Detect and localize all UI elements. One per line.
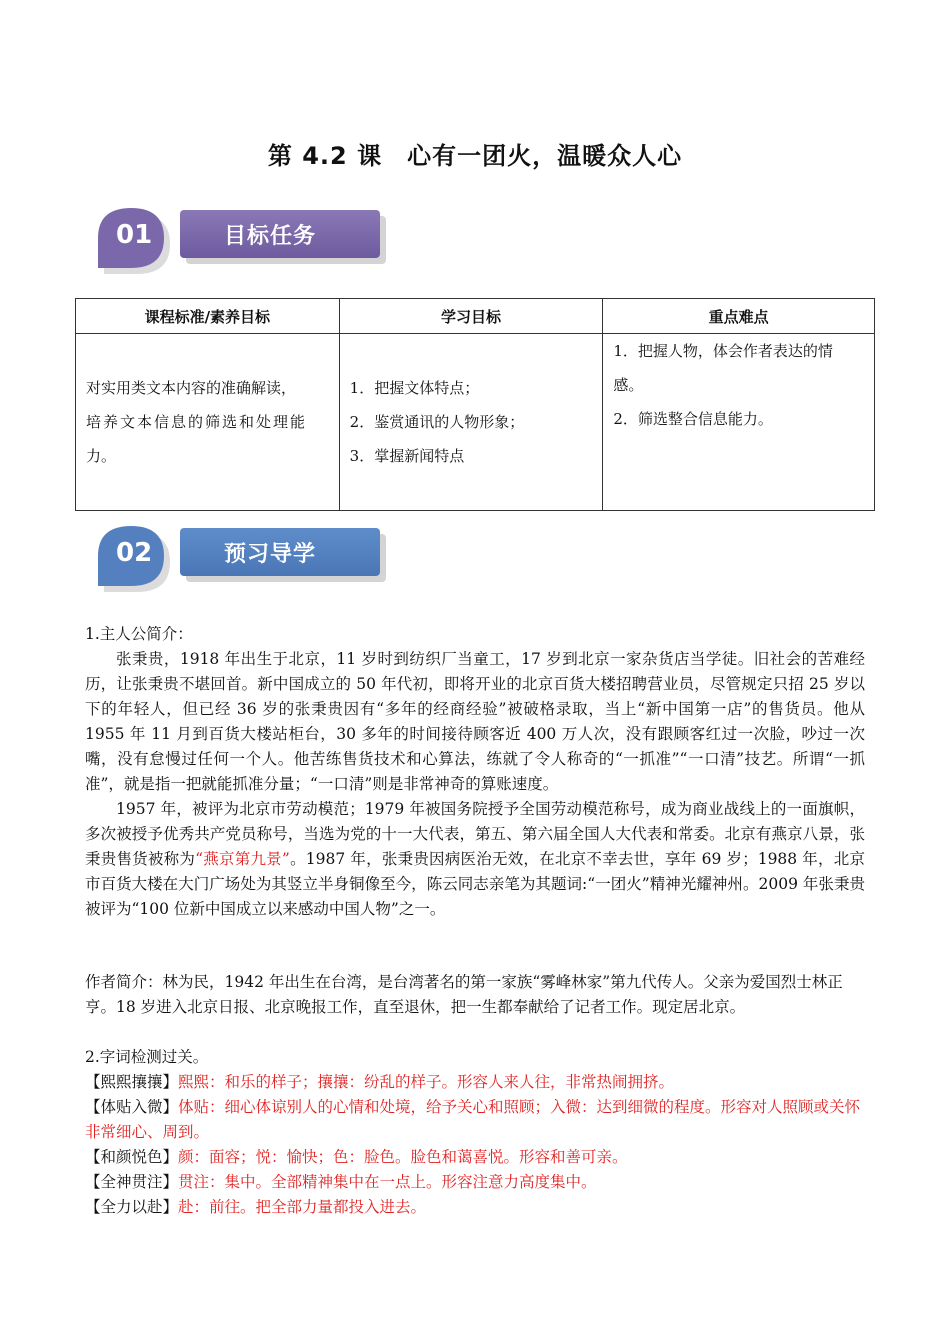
vocab-item [85,1170,865,1195]
vocab-term: 【和颜悦色】 [85,1148,179,1166]
intro-heading: 1.主人公简介： [85,625,193,643]
goals-table [75,298,875,511]
vocab-definition: 赴：前往。把全部力量都投入进去。 [178,1198,427,1216]
vocab-definition: 熙熙：和乐的样子；攘攘：纷乱的样子。形容人来人往，非常热闹拥挤。 [178,1073,675,1091]
table-row [76,334,875,511]
section-header-goals [88,200,398,280]
vocab-term: 【全神贯注】 [85,1173,179,1191]
section-label: 目标任务 [180,210,380,258]
vocab-definition: 颜：面容；悦：愉快；色：脸色。脸色和蔼喜悦。形容和善可亲。 [178,1148,628,1166]
cell-line: 培养文本信息的筛选和处理能 [86,413,308,431]
intro-section [85,622,865,922]
page-title: 第 4.2 课 心有一团火，温暖众人心 [267,142,683,170]
intro-paragraph-1: 张秉贵，1918 年出生于北京，11 岁时到纺织厂当童工，17 岁到北京一家杂货店当学徒。旧社会的苦难经历，让张秉贵不堪回首。新中国成立的 50 年代初，即将开业的北京百货大楼招聘营业员，尽管规定只招 25 岁以下的年轻人，但已经 36 岁的张秉贵因有“多年的经商经验”被破格录取，当上“新中国第一店”的售货员。他从 1955 年 11 月到百货大楼站柜台，30 多年的时间接待顾客近 400 万人次，没有跟顾客红过一次脸，吵过一次嘴，没有怠慢过任何一个人。他苦练售货技术和心算法，练就了令人称奇的“一抓准”“一口清”技艺。所谓“一抓准”，就是指一把就能抓准分量；“一口清”则是非常神奇的算账速度。 [85,650,865,793]
vocab-section [85,1045,865,1220]
table-cell-standards [76,334,340,511]
cell-line: 感。 [613,376,644,394]
cell-line: 对实用类文本内容的准确解读， [86,379,297,397]
vocab-definition: 贯注：集中。全部精神集中在一点上。形容注意力高度集中。 [178,1173,597,1191]
paragraph-text: 1957 年，被评为北京市劳动模范；1979 年被国务院授予全国劳动模范称号，成为商业战线上的一面旗帜，多次被授予优秀共产党员称号，当选为党的十一大代表，第五、第六届全国人大代表和常委。北京有燕京八景，张秉贵售货被称为 [85,800,865,868]
cell-line: 3．掌握新闻特点 [349,447,465,465]
section-number: 02 [116,538,153,568]
vocab-term: 【全力以赴】 [85,1198,179,1216]
section-header-preview [88,518,398,598]
paragraph-text: 。1987 年，张秉贵因病医治无效，在北京不幸去世，享年 69 岁；1988 年，北京市百货大楼在大门广场处为其竖立半身铜像至今，陈云同志亲笔为其题词:“一团火”精神光耀神州。2009 年张秉贵被评为“100 位新中国成立以来感动中国人物”之一。 [85,850,865,918]
section-number: 01 [116,220,153,250]
table-cell-keypoints [603,334,875,511]
section-label: 预习导学 [180,528,380,576]
vocab-heading: 2.字词检测过关。 [85,1048,209,1066]
cell-line: 1．把握文体特点； [349,379,480,397]
table-cell-objectives [339,334,603,511]
table-header-row [76,299,875,334]
vocab-definition: 体贴：细心体谅别人的心情和处境，给予关心和照顾；入微：达到细微的程度。形容对人照顾或关怀非常细心、周到。 [85,1098,861,1141]
table-header-cell: 学习目标 [339,299,603,334]
cell-line: 2．鉴赏通讯的人物形象； [349,413,525,431]
vocab-term: 【体贴入微】 [85,1098,179,1116]
table-header-cell: 课程标准/素养目标 [76,299,340,334]
cell-line: 力。 [86,447,117,465]
intro-paragraph-2 [85,797,865,922]
highlight-text: “燕京第九景” [195,850,290,868]
cell-line: 1．把握人物，体会作者表达的情 [613,342,833,360]
author-intro: 作者简介：林为民，1942 年出生在台湾，是台湾著名的第一家族“雾峰林家”第九代传人。父亲为爱国烈士林正亨。18 岁进入北京日报、北京晚报工作，直至退休，把一生都奉献给了记者工作。现定居北京。 [85,973,843,1016]
vocab-item [85,1070,865,1095]
vocab-item [85,1145,865,1170]
cell-line: 2．筛选整合信息能力。 [613,410,773,428]
table-header-cell: 重点难点 [603,299,875,334]
vocab-term: 【熙熙攘攘】 [85,1073,179,1091]
vocab-item [85,1095,865,1145]
vocab-item [85,1195,865,1220]
